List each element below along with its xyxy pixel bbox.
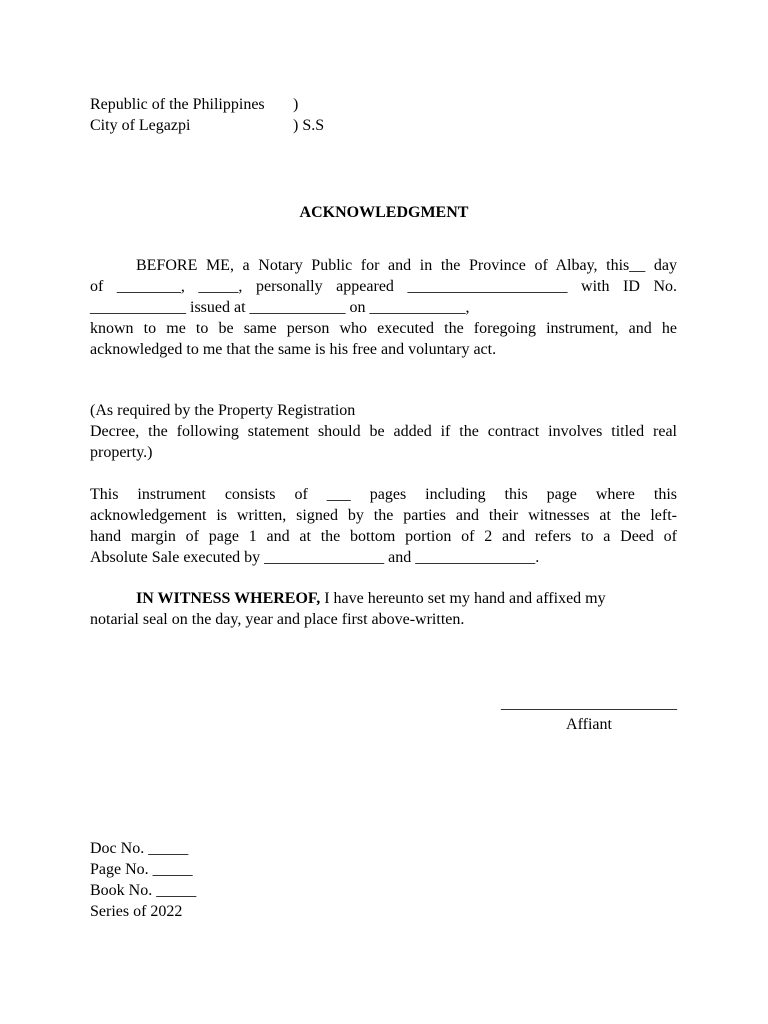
paragraph-line: of ________, _____, personally appeared ____________________ with ID No.: [90, 278, 677, 295]
paragraph-line: ____________ issued at ____________ on ____________,: [90, 299, 470, 316]
paragraph-line: known to me to be same person who executed the foregoing instrument, and he: [90, 320, 677, 337]
registry-book-no: Book No. _____: [90, 882, 197, 899]
paragraph-line: acknowledgement is written, signed by the parties and their witnesses at the left-: [90, 507, 677, 524]
paragraph-line: acknowledged to me that the same is his free and voluntary act.: [90, 341, 497, 358]
venue-city: City of Legazpi: [90, 117, 191, 134]
document-title: ACKNOWLEDGMENT: [299, 204, 469, 221]
paragraph-line: notarial seal on the day, year and place first above-written.: [90, 611, 465, 628]
paragraph-line: (As required by the Property Registration: [90, 402, 356, 419]
paragraph-before-me: [90, 255, 677, 360]
paragraph-registration-note: [90, 400, 677, 463]
venue-row-city: [90, 115, 325, 136]
signature-block: [500, 693, 678, 735]
paragraph-line: Absolute Sale executed by _______________ and _______________.: [90, 549, 540, 566]
venue-country: Republic of the Philippines: [90, 96, 265, 113]
witness-line-rest: I have hereunto set my hand and affixed my: [320, 590, 606, 607]
paragraph-line: This instrument consists of ___ pages including this page where this: [90, 486, 677, 503]
paragraph-witness: [90, 588, 677, 630]
witness-lead: IN WITNESS WHEREOF,: [136, 590, 321, 607]
paragraph-line: hand margin of page 1 and at the bottom portion of 2 and refers to a Deed of: [90, 528, 677, 545]
notarial-registry: [90, 838, 196, 922]
paragraph-line: [90, 588, 677, 609]
paragraph-line: Decree, the following statement should be added if the contract involves titled real: [90, 423, 677, 440]
paragraph-instrument-pages: [90, 484, 677, 568]
venue-city-paren: ) S.S: [293, 117, 325, 134]
paragraph-line: property.): [90, 444, 153, 461]
registry-series: Series of 2022: [90, 903, 183, 920]
registry-doc-no: Doc No. _____: [90, 840, 189, 857]
venue-country-paren: ): [293, 96, 299, 113]
paragraph-line: BEFORE ME, a Notary Public for and in the Province of Albay, this__ day: [136, 257, 677, 274]
signature-line: ______________________: [501, 695, 677, 712]
signature-label: Affiant: [566, 716, 612, 733]
venue-block: [90, 94, 325, 136]
registry-page-no: Page No. _____: [90, 861, 193, 878]
venue-row-country: [90, 94, 299, 115]
